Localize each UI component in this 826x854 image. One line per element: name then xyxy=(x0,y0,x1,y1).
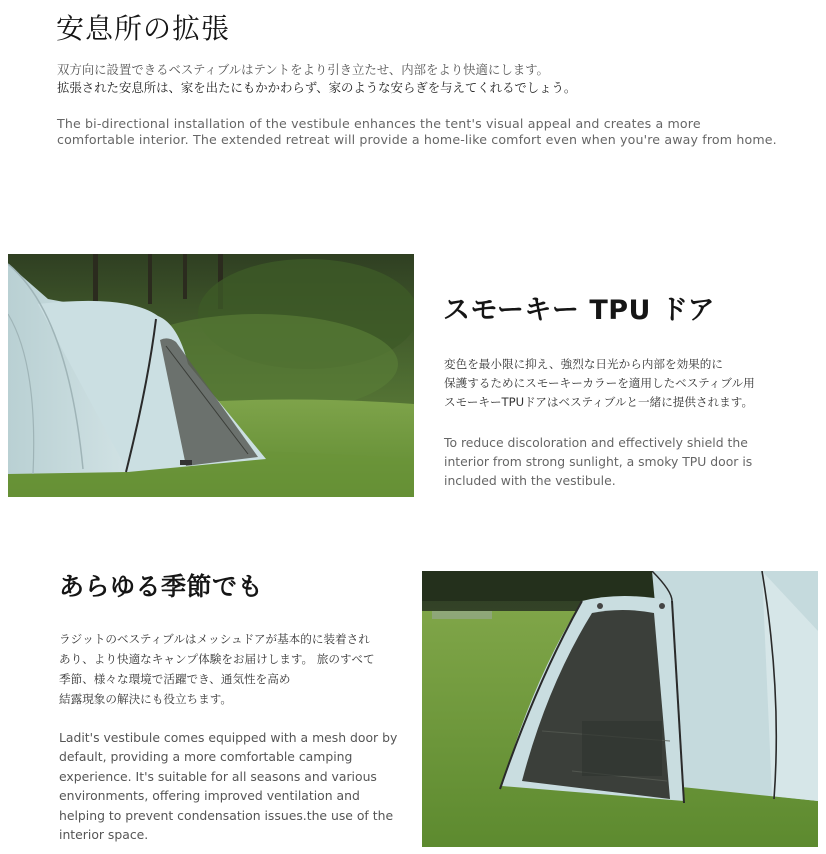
section3-ja-line-2: あり、より快適なキャンプ体験をお届けします。 旅のすべて xyxy=(59,652,375,666)
section3-ja-line-1: ラジットのベスティブルはメッシュドアが基本的に装着され xyxy=(59,632,370,646)
section2-ja-line-3: スモーキーTPUドアはベスティブルと一緒に提供されます。 xyxy=(444,395,754,409)
section3-english-text: Ladit's vestibule comes equipped with a mesh door by default, providing a more comfortable camping experience. It's suitable for all seasons and various environments, offering improved ventilation and helping to prevent condensation issues.the use of the interior space. xyxy=(59,730,398,843)
section1-ja-line-2: 拡張された安息所は、家を出たにもかかわらず、家のような安らぎを与えてくれるでしょう。 xyxy=(57,80,577,95)
section3-ja-line-3: 季節、様々な環境で活躍でき、通気性を高め xyxy=(59,672,291,686)
tent-vestibule-smoky-door-photo xyxy=(8,254,414,497)
section2-japanese-text xyxy=(444,355,755,412)
section3-japanese-text xyxy=(59,629,375,709)
section2-ja-line-1: 変色を最小限に抑え、強烈な日光から内部を効果的に xyxy=(444,357,723,371)
tent-vestibule-mesh-door-photo xyxy=(422,571,818,847)
section1-ja-line-1: 双方向に設置できるベスティブルはテントをより引き立たせ、内部をより快適にします。 xyxy=(57,62,549,77)
section3-title: あらゆる季節でも xyxy=(59,572,264,601)
section2-title: スモーキー TPU ドア xyxy=(443,295,716,326)
section3-ja-line-4: 結露現象の解決にも役立ちます。 xyxy=(59,692,232,706)
section2-english-text: To reduce discoloration and effectively shield the interior from strong sunlight, a smoky TPU door is included with the vestibule. xyxy=(444,435,753,488)
section1-japanese-text xyxy=(57,61,576,97)
section1-title: 安息所の拡張 xyxy=(56,12,231,45)
section1-english-text: The bi-directional installation of the vestibule enhances the tent's visual appeal and creates a more comfortable interior. The extended retreat will provide a home-like comfort even when you're away from home. xyxy=(57,116,777,147)
section2-ja-line-2: 保護するためにスモーキーカラーを適用したベスティブル用 xyxy=(444,376,755,390)
